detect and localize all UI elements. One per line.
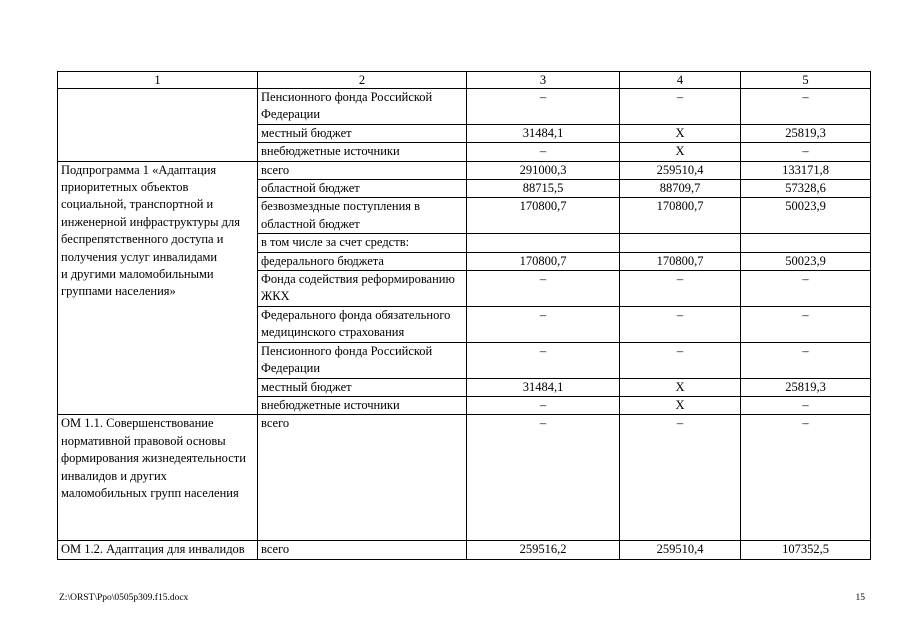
value-cell: – [467,143,620,161]
value-cell: – [620,89,741,125]
value-cell: – [620,271,741,307]
value-cell: – [620,415,741,541]
value-cell: – [741,271,871,307]
source-cell: безвозмездные поступления в областной бюджет [258,198,467,234]
value-cell: – [741,143,871,161]
value-cell: 50023,9 [741,252,871,270]
value-cell: – [741,396,871,414]
value-cell: – [741,415,871,541]
program-name-cell-empty [58,89,258,162]
source-cell: федерального бюджета [258,252,467,270]
source-cell: всего [258,541,467,559]
source-cell: Пенсионного фонда Российской Федерации [258,89,467,125]
value-cell: X [620,124,741,142]
table-header-row [58,72,871,89]
value-cell: 170800,7 [467,252,620,270]
value-cell: 170800,7 [467,198,620,234]
column-number-header: 1 [58,72,258,89]
value-cell: – [467,396,620,414]
value-cell: – [620,342,741,378]
measure-name-cell: ОМ 1.1. Совершенствование нормативной правовой основы формирования жизнедеятельности инвалидов и других маломобильных групп населения [58,415,258,541]
value-cell: X [620,378,741,396]
column-number-header: 2 [258,72,467,89]
value-cell [467,234,620,252]
value-cell: 170800,7 [620,252,741,270]
document-file-path: Z:\ORST\Ppo\0505p309.f15.docx [59,593,189,603]
value-cell: – [741,89,871,125]
value-cell: 88709,7 [620,180,741,198]
value-cell: 259510,4 [620,161,741,179]
value-cell: 57328,6 [741,180,871,198]
value-cell: 259510,4 [620,541,741,559]
value-cell: – [467,271,620,307]
column-number-header: 5 [741,72,871,89]
budget-table [57,71,871,560]
value-cell: 50023,9 [741,198,871,234]
value-cell: – [467,306,620,342]
value-cell: – [741,342,871,378]
table-row [58,415,871,541]
value-cell: 170800,7 [620,198,741,234]
value-cell: – [741,306,871,342]
value-cell: X [620,396,741,414]
source-cell: областной бюджет [258,180,467,198]
value-cell: X [620,143,741,161]
source-cell: в том числе за счет средств: [258,234,467,252]
source-cell: Федерального фонда обязательного медицинского страхования [258,306,467,342]
value-cell: 107352,5 [741,541,871,559]
value-cell [620,234,741,252]
subprogram-name-cell: Подпрограмма 1 «Адаптация приоритетных объектов социальной, транспортной и инженерной инфраструктуры для беспрепятственного доступа и получения услуг инвалидами и другими маломобильными группами населения» [58,161,258,415]
table-row [58,161,871,179]
value-cell: 25819,3 [741,378,871,396]
column-number-header: 4 [620,72,741,89]
source-cell: Пенсионного фонда Российской Федерации [258,342,467,378]
source-cell: внебюджетные источники [258,143,467,161]
source-cell: всего [258,415,467,541]
source-cell: всего [258,161,467,179]
value-cell: 31484,1 [467,124,620,142]
value-cell: – [467,415,620,541]
table-row [58,89,871,125]
table-row [58,541,871,559]
value-cell: 25819,3 [741,124,871,142]
value-cell: 88715,5 [467,180,620,198]
source-cell: местный бюджет [258,124,467,142]
value-cell: 31484,1 [467,378,620,396]
value-cell: – [620,306,741,342]
source-cell: местный бюджет [258,378,467,396]
value-cell: 133171,8 [741,161,871,179]
source-cell: Фонда содействия реформированию ЖКХ [258,271,467,307]
value-cell: 259516,2 [467,541,620,559]
page-number: 15 [855,593,865,603]
measure-name-cell: ОМ 1.2. Адаптация для инвалидов [58,541,258,559]
source-cell: внебюджетные источники [258,396,467,414]
column-number-header: 3 [467,72,620,89]
value-cell: 291000,3 [467,161,620,179]
value-cell [741,234,871,252]
value-cell: – [467,89,620,125]
value-cell: – [467,342,620,378]
